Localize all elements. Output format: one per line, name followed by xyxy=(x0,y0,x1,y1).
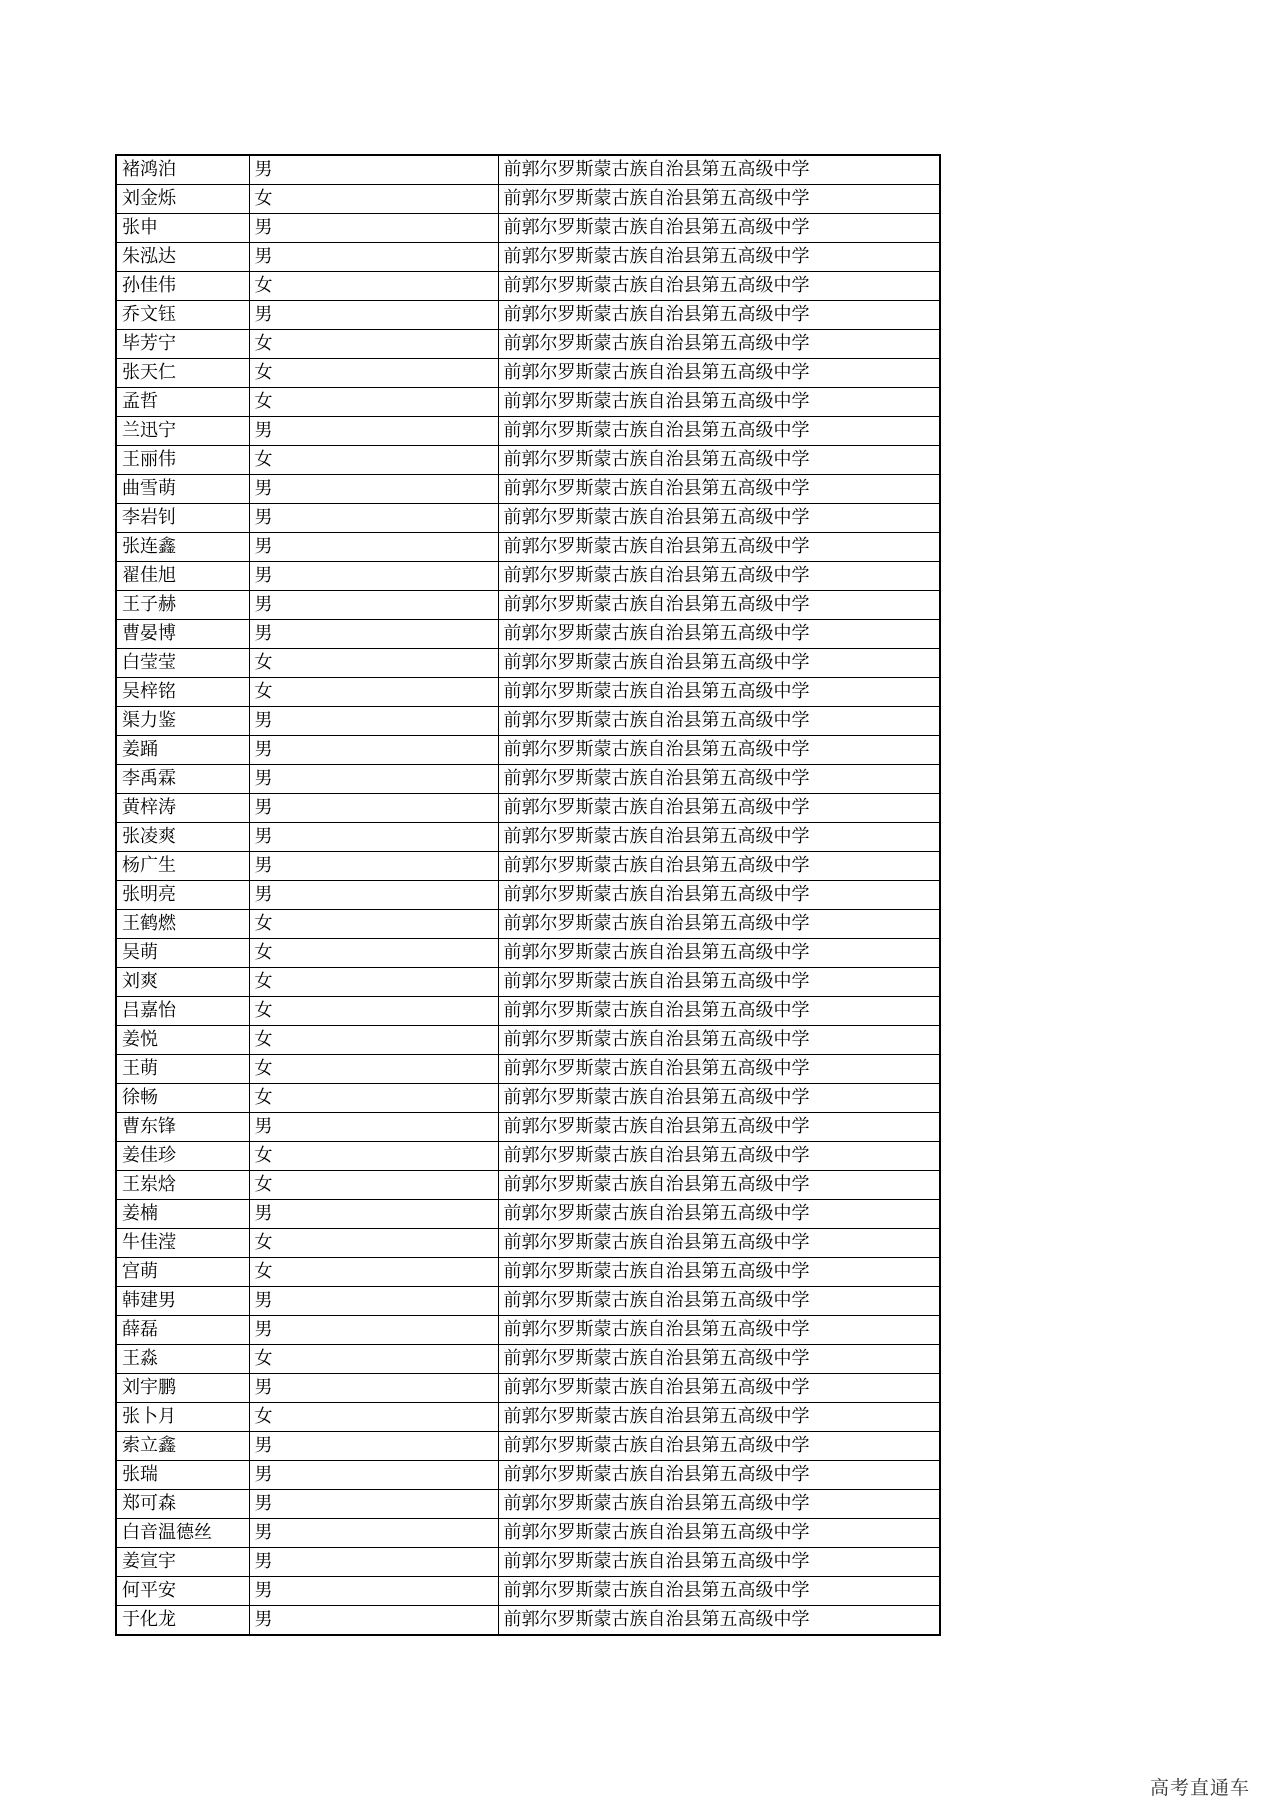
school-cell: 前郭尔罗斯蒙古族自治县第五高级中学 xyxy=(498,852,940,881)
gender-cell: 男 xyxy=(249,1461,498,1490)
school-cell: 前郭尔罗斯蒙古族自治县第五高级中学 xyxy=(498,823,940,852)
table-row xyxy=(116,533,940,562)
gender-cell: 男 xyxy=(249,475,498,504)
name-cell: 王鹤燃 xyxy=(116,910,249,939)
name-cell: 白莹莹 xyxy=(116,649,249,678)
gender-cell: 男 xyxy=(249,765,498,794)
school-cell: 前郭尔罗斯蒙古族自治县第五高级中学 xyxy=(498,1345,940,1374)
name-cell: 孟哲 xyxy=(116,388,249,417)
gender-cell: 女 xyxy=(249,1345,498,1374)
school-cell: 前郭尔罗斯蒙古族自治县第五高级中学 xyxy=(498,1606,940,1636)
name-cell: 褚鸿泊 xyxy=(116,155,249,185)
table-row xyxy=(116,446,940,475)
gender-cell: 女 xyxy=(249,272,498,301)
gender-cell: 男 xyxy=(249,1548,498,1577)
gender-cell: 女 xyxy=(249,1026,498,1055)
gender-cell: 男 xyxy=(249,562,498,591)
school-cell: 前郭尔罗斯蒙古族自治县第五高级中学 xyxy=(498,1432,940,1461)
table-row xyxy=(116,823,940,852)
gender-cell: 女 xyxy=(249,1403,498,1432)
school-cell: 前郭尔罗斯蒙古族自治县第五高级中学 xyxy=(498,1026,940,1055)
name-cell: 何平安 xyxy=(116,1577,249,1606)
name-cell: 王萌 xyxy=(116,1055,249,1084)
table-row xyxy=(116,1258,940,1287)
student-list-table xyxy=(115,154,941,1636)
name-cell: 王淼 xyxy=(116,1345,249,1374)
name-cell: 翟佳旭 xyxy=(116,562,249,591)
gender-cell: 男 xyxy=(249,620,498,649)
school-cell: 前郭尔罗斯蒙古族自治县第五高级中学 xyxy=(498,794,940,823)
name-cell: 李禹霖 xyxy=(116,765,249,794)
name-cell: 白音温德丝 xyxy=(116,1519,249,1548)
name-cell: 王丽伟 xyxy=(116,446,249,475)
name-cell: 吴梓铭 xyxy=(116,678,249,707)
table-row xyxy=(116,272,940,301)
gender-cell: 男 xyxy=(249,707,498,736)
table-row xyxy=(116,736,940,765)
table-row xyxy=(116,1200,940,1229)
name-cell: 牛佳滢 xyxy=(116,1229,249,1258)
table-row xyxy=(116,475,940,504)
gender-cell: 女 xyxy=(249,997,498,1026)
name-cell: 索立鑫 xyxy=(116,1432,249,1461)
school-cell: 前郭尔罗斯蒙古族自治县第五高级中学 xyxy=(498,1316,940,1345)
name-cell: 姜踊 xyxy=(116,736,249,765)
table-row xyxy=(116,243,940,272)
name-cell: 曲雪萌 xyxy=(116,475,249,504)
school-cell: 前郭尔罗斯蒙古族自治县第五高级中学 xyxy=(498,359,940,388)
gender-cell: 男 xyxy=(249,533,498,562)
table-row xyxy=(116,620,940,649)
gender-cell: 女 xyxy=(249,910,498,939)
school-cell: 前郭尔罗斯蒙古族自治县第五高级中学 xyxy=(498,649,940,678)
school-cell: 前郭尔罗斯蒙古族自治县第五高级中学 xyxy=(498,562,940,591)
table-row xyxy=(116,678,940,707)
gender-cell: 女 xyxy=(249,1258,498,1287)
name-cell: 张凌爽 xyxy=(116,823,249,852)
school-cell: 前郭尔罗斯蒙古族自治县第五高级中学 xyxy=(498,1577,940,1606)
school-cell: 前郭尔罗斯蒙古族自治县第五高级中学 xyxy=(498,1287,940,1316)
school-cell: 前郭尔罗斯蒙古族自治县第五高级中学 xyxy=(498,243,940,272)
table-row xyxy=(116,1026,940,1055)
school-cell: 前郭尔罗斯蒙古族自治县第五高级中学 xyxy=(498,475,940,504)
table-row xyxy=(116,1142,940,1171)
school-cell: 前郭尔罗斯蒙古族自治县第五高级中学 xyxy=(498,301,940,330)
name-cell: 韩建男 xyxy=(116,1287,249,1316)
name-cell: 张卜月 xyxy=(116,1403,249,1432)
gender-cell: 男 xyxy=(249,1287,498,1316)
name-cell: 张天仁 xyxy=(116,359,249,388)
table-row xyxy=(116,968,940,997)
school-cell: 前郭尔罗斯蒙古族自治县第五高级中学 xyxy=(498,1403,940,1432)
school-cell: 前郭尔罗斯蒙古族自治县第五高级中学 xyxy=(498,765,940,794)
table-row xyxy=(116,330,940,359)
school-cell: 前郭尔罗斯蒙古族自治县第五高级中学 xyxy=(498,504,940,533)
gender-cell: 女 xyxy=(249,1084,498,1113)
school-cell: 前郭尔罗斯蒙古族自治县第五高级中学 xyxy=(498,1548,940,1577)
table-row xyxy=(116,1345,940,1374)
school-cell: 前郭尔罗斯蒙古族自治县第五高级中学 xyxy=(498,1374,940,1403)
table-row xyxy=(116,301,940,330)
name-cell: 王岽焓 xyxy=(116,1171,249,1200)
table-row xyxy=(116,1403,940,1432)
name-cell: 渠力鉴 xyxy=(116,707,249,736)
school-cell: 前郭尔罗斯蒙古族自治县第五高级中学 xyxy=(498,1229,940,1258)
table-row xyxy=(116,1461,940,1490)
name-cell: 郑可森 xyxy=(116,1490,249,1519)
table-row xyxy=(116,1287,940,1316)
gender-cell: 女 xyxy=(249,185,498,214)
name-cell: 吕嘉怡 xyxy=(116,997,249,1026)
table-row xyxy=(116,359,940,388)
name-cell: 孙佳伟 xyxy=(116,272,249,301)
table-row xyxy=(116,417,940,446)
school-cell: 前郭尔罗斯蒙古族自治县第五高级中学 xyxy=(498,910,940,939)
gender-cell: 男 xyxy=(249,736,498,765)
gender-cell: 男 xyxy=(249,881,498,910)
gender-cell: 男 xyxy=(249,823,498,852)
school-cell: 前郭尔罗斯蒙古族自治县第五高级中学 xyxy=(498,417,940,446)
name-cell: 毕芳宁 xyxy=(116,330,249,359)
gender-cell: 男 xyxy=(249,417,498,446)
table-row xyxy=(116,910,940,939)
gender-cell: 女 xyxy=(249,446,498,475)
name-cell: 于化龙 xyxy=(116,1606,249,1636)
gender-cell: 男 xyxy=(249,1577,498,1606)
school-cell: 前郭尔罗斯蒙古族自治县第五高级中学 xyxy=(498,1490,940,1519)
gender-cell: 男 xyxy=(249,155,498,185)
gender-cell: 女 xyxy=(249,359,498,388)
table-row xyxy=(116,562,940,591)
name-cell: 张连鑫 xyxy=(116,533,249,562)
school-cell: 前郭尔罗斯蒙古族自治县第五高级中学 xyxy=(498,1084,940,1113)
table-row xyxy=(116,997,940,1026)
table-row xyxy=(116,1606,940,1636)
school-cell: 前郭尔罗斯蒙古族自治县第五高级中学 xyxy=(498,707,940,736)
name-cell: 吴萌 xyxy=(116,939,249,968)
school-cell: 前郭尔罗斯蒙古族自治县第五高级中学 xyxy=(498,968,940,997)
table-row xyxy=(116,1432,940,1461)
gender-cell: 男 xyxy=(249,1606,498,1636)
name-cell: 姜佳珍 xyxy=(116,1142,249,1171)
name-cell: 刘爽 xyxy=(116,968,249,997)
name-cell: 刘宇鹏 xyxy=(116,1374,249,1403)
gender-cell: 男 xyxy=(249,1113,498,1142)
school-cell: 前郭尔罗斯蒙古族自治县第五高级中学 xyxy=(498,155,940,185)
table-row xyxy=(116,794,940,823)
watermark-text: 高考直通车 xyxy=(1149,1777,1250,1799)
gender-cell: 男 xyxy=(249,852,498,881)
table-row xyxy=(116,1374,940,1403)
gender-cell: 女 xyxy=(249,1171,498,1200)
name-cell: 李岩钊 xyxy=(116,504,249,533)
table-row xyxy=(116,765,940,794)
name-cell: 姜悦 xyxy=(116,1026,249,1055)
school-cell: 前郭尔罗斯蒙古族自治县第五高级中学 xyxy=(498,678,940,707)
name-cell: 姜宣宇 xyxy=(116,1548,249,1577)
table-row xyxy=(116,1113,940,1142)
table-row xyxy=(116,1577,940,1606)
gender-cell: 女 xyxy=(249,388,498,417)
school-cell: 前郭尔罗斯蒙古族自治县第五高级中学 xyxy=(498,214,940,243)
table-row xyxy=(116,1316,940,1345)
table-row xyxy=(116,591,940,620)
gender-cell: 男 xyxy=(249,1490,498,1519)
school-cell: 前郭尔罗斯蒙古族自治县第五高级中学 xyxy=(498,1142,940,1171)
table-row xyxy=(116,185,940,214)
table-row xyxy=(116,1055,940,1084)
name-cell: 徐畅 xyxy=(116,1084,249,1113)
gender-cell: 女 xyxy=(249,968,498,997)
gender-cell: 女 xyxy=(249,649,498,678)
school-cell: 前郭尔罗斯蒙古族自治县第五高级中学 xyxy=(498,446,940,475)
school-cell: 前郭尔罗斯蒙古族自治县第五高级中学 xyxy=(498,272,940,301)
table-row xyxy=(116,1519,940,1548)
name-cell: 姜楠 xyxy=(116,1200,249,1229)
gender-cell: 女 xyxy=(249,1055,498,1084)
gender-cell: 男 xyxy=(249,1374,498,1403)
gender-cell: 男 xyxy=(249,1519,498,1548)
name-cell: 朱泓达 xyxy=(116,243,249,272)
name-cell: 王子赫 xyxy=(116,591,249,620)
gender-cell: 男 xyxy=(249,1200,498,1229)
gender-cell: 男 xyxy=(249,301,498,330)
name-cell: 张申 xyxy=(116,214,249,243)
table-row xyxy=(116,388,940,417)
table-row xyxy=(116,881,940,910)
table-row xyxy=(116,1548,940,1577)
gender-cell: 男 xyxy=(249,504,498,533)
school-cell: 前郭尔罗斯蒙古族自治县第五高级中学 xyxy=(498,1258,940,1287)
table-row xyxy=(116,852,940,881)
gender-cell: 女 xyxy=(249,939,498,968)
table-row xyxy=(116,1229,940,1258)
name-cell: 薛磊 xyxy=(116,1316,249,1345)
table-row xyxy=(116,649,940,678)
gender-cell: 男 xyxy=(249,591,498,620)
gender-cell: 男 xyxy=(249,1316,498,1345)
school-cell: 前郭尔罗斯蒙古族自治县第五高级中学 xyxy=(498,881,940,910)
school-cell: 前郭尔罗斯蒙古族自治县第五高级中学 xyxy=(498,1171,940,1200)
gender-cell: 女 xyxy=(249,1229,498,1258)
gender-cell: 男 xyxy=(249,1432,498,1461)
gender-cell: 女 xyxy=(249,330,498,359)
gender-cell: 女 xyxy=(249,1142,498,1171)
school-cell: 前郭尔罗斯蒙古族自治县第五高级中学 xyxy=(498,388,940,417)
table-row xyxy=(116,939,940,968)
school-cell: 前郭尔罗斯蒙古族自治县第五高级中学 xyxy=(498,330,940,359)
table-row xyxy=(116,1171,940,1200)
name-cell: 刘金烁 xyxy=(116,185,249,214)
table-row xyxy=(116,1490,940,1519)
name-cell: 宫萌 xyxy=(116,1258,249,1287)
table-body xyxy=(116,155,940,1635)
school-cell: 前郭尔罗斯蒙古族自治县第五高级中学 xyxy=(498,533,940,562)
school-cell: 前郭尔罗斯蒙古族自治县第五高级中学 xyxy=(498,1200,940,1229)
gender-cell: 男 xyxy=(249,794,498,823)
table-row xyxy=(116,707,940,736)
school-cell: 前郭尔罗斯蒙古族自治县第五高级中学 xyxy=(498,185,940,214)
school-cell: 前郭尔罗斯蒙古族自治县第五高级中学 xyxy=(498,939,940,968)
name-cell: 曹东锋 xyxy=(116,1113,249,1142)
table-row xyxy=(116,214,940,243)
school-cell: 前郭尔罗斯蒙古族自治县第五高级中学 xyxy=(498,997,940,1026)
gender-cell: 男 xyxy=(249,214,498,243)
name-cell: 曹晏博 xyxy=(116,620,249,649)
gender-cell: 男 xyxy=(249,243,498,272)
table-row xyxy=(116,155,940,185)
name-cell: 黄梓涛 xyxy=(116,794,249,823)
name-cell: 张瑞 xyxy=(116,1461,249,1490)
school-cell: 前郭尔罗斯蒙古族自治县第五高级中学 xyxy=(498,1113,940,1142)
gender-cell: 女 xyxy=(249,678,498,707)
school-cell: 前郭尔罗斯蒙古族自治县第五高级中学 xyxy=(498,620,940,649)
school-cell: 前郭尔罗斯蒙古族自治县第五高级中学 xyxy=(498,1461,940,1490)
table-row xyxy=(116,504,940,533)
school-cell: 前郭尔罗斯蒙古族自治县第五高级中学 xyxy=(498,591,940,620)
name-cell: 乔文钰 xyxy=(116,301,249,330)
table-row xyxy=(116,1084,940,1113)
name-cell: 杨广生 xyxy=(116,852,249,881)
school-cell: 前郭尔罗斯蒙古族自治县第五高级中学 xyxy=(498,1519,940,1548)
school-cell: 前郭尔罗斯蒙古族自治县第五高级中学 xyxy=(498,1055,940,1084)
name-cell: 张明亮 xyxy=(116,881,249,910)
school-cell: 前郭尔罗斯蒙古族自治县第五高级中学 xyxy=(498,736,940,765)
name-cell: 兰迅宁 xyxy=(116,417,249,446)
